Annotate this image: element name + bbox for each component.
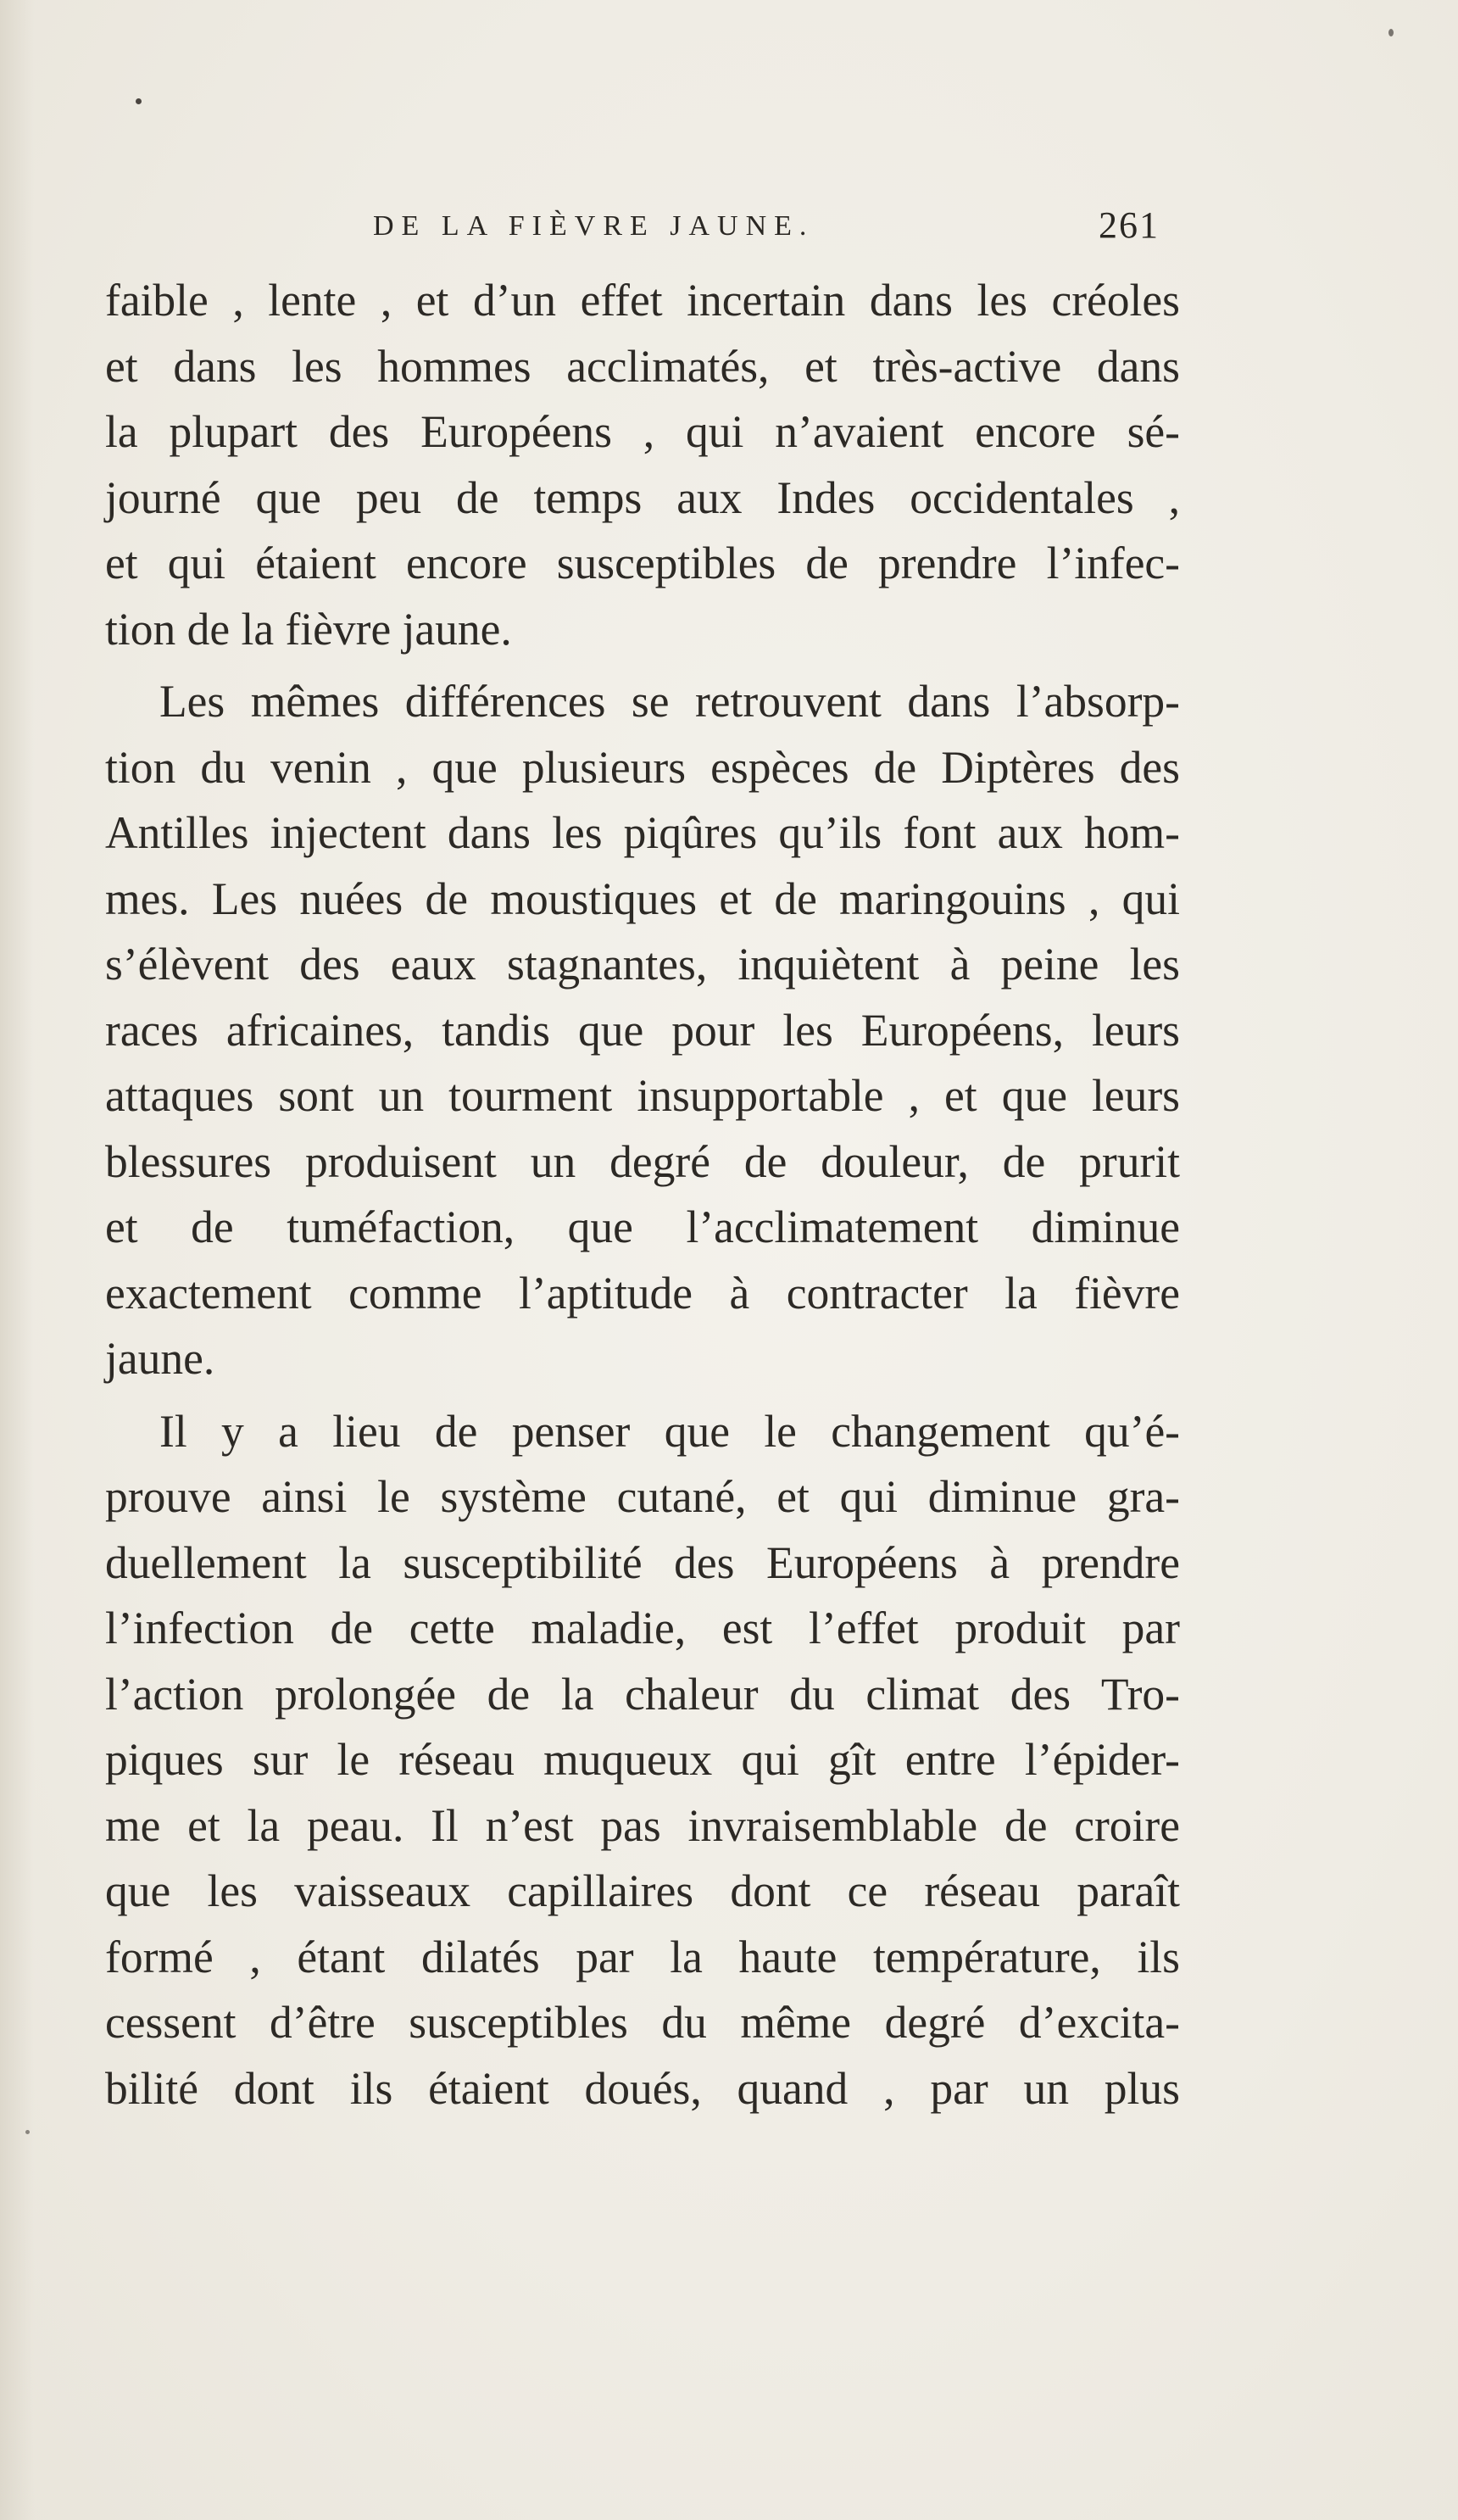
ink-speck <box>1388 29 1394 36</box>
page-gutter-shadow <box>0 0 34 2520</box>
text-line: journé que peu de temps aux Indes occidentales , <box>105 471 1180 523</box>
text-line: s’élèvent des eaux stagnantes, inquiètent à peine les <box>105 939 1180 990</box>
ink-speck <box>136 98 142 104</box>
text-line: l’action prolongée de la chaleur du climat des Tro- <box>105 1668 1180 1720</box>
text-line: piques sur le réseau muqueux qui gît entre l’épider- <box>105 1734 1180 1785</box>
text-line: mes. Les nuées de moustiques et de maringouins , qui <box>105 873 1180 924</box>
ink-speck <box>25 2130 30 2134</box>
page-number: 261 <box>1099 204 1160 246</box>
text-line: duellement la susceptibilité des Européens à prendre <box>105 1536 1180 1588</box>
text-line: Il y a lieu de penser que le changement qu’é- <box>159 1405 1180 1457</box>
text-line: attaques sont un tourment insupportable , et que leurs <box>105 1070 1180 1121</box>
text-line: l’infection de cette maladie, est l’effet produit par <box>105 1603 1180 1653</box>
text-line: la plupart des Européens , qui n’avaient encore sé- <box>105 406 1180 457</box>
text-line: Les mêmes différences se retrouvent dans l’absorp- <box>159 676 1180 727</box>
text-line: cessent d’être susceptibles du même degré d’excita- <box>105 1997 1180 2048</box>
text-line: bilité dont ils étaient doués, quand , par un plus <box>105 2062 1180 2114</box>
page-header <box>0 204 1458 261</box>
text-line: exactement comme l’aptitude à contracter la fièvre <box>105 1267 1180 1319</box>
text-line: tion du venin , que plusieurs espèces de Diptères des <box>105 741 1180 793</box>
text-line: prouve ainsi le système cutané, et qui diminue gra- <box>105 1471 1180 1522</box>
text-line: tion de la fièvre jaune. <box>105 603 512 655</box>
text-line: blessures produisent un degré de douleur, de prurit <box>105 1135 1180 1187</box>
text-line: me et la peau. Il n’est pas invraisemblable de croire <box>105 1799 1180 1851</box>
text-line: que les vaisseaux capillaires dont ce réseau paraît <box>105 1865 1180 1916</box>
text-line: Antilles injectent dans les piqûres qu’ils font aux hom- <box>105 807 1180 858</box>
text-line: formé , étant dilatés par la haute température, ils <box>105 1931 1180 1982</box>
text-line: faible , lente , et d’un effet incertain dans les créoles <box>105 275 1180 326</box>
text-line: et dans les hommes acclimatés, et très-active dans <box>105 340 1180 392</box>
text-line: et qui étaient encore susceptibles de prendre l’infec- <box>105 538 1180 588</box>
paragraph <box>105 268 1180 662</box>
body-text <box>105 268 1180 2121</box>
paragraph-gap <box>105 662 1180 669</box>
text-line: races africaines, tandis que pour les Européens, leurs <box>105 1004 1180 1056</box>
paragraph-gap <box>105 1392 1180 1399</box>
text-line: et de tuméfaction, que l’acclimatement diminue <box>105 1201 1180 1252</box>
paragraph <box>105 669 1180 1392</box>
paragraph <box>105 1399 1180 2122</box>
running-title: DE LA FIÈVRE JAUNE. <box>373 210 815 242</box>
text-line: jaune. <box>105 1333 215 1384</box>
